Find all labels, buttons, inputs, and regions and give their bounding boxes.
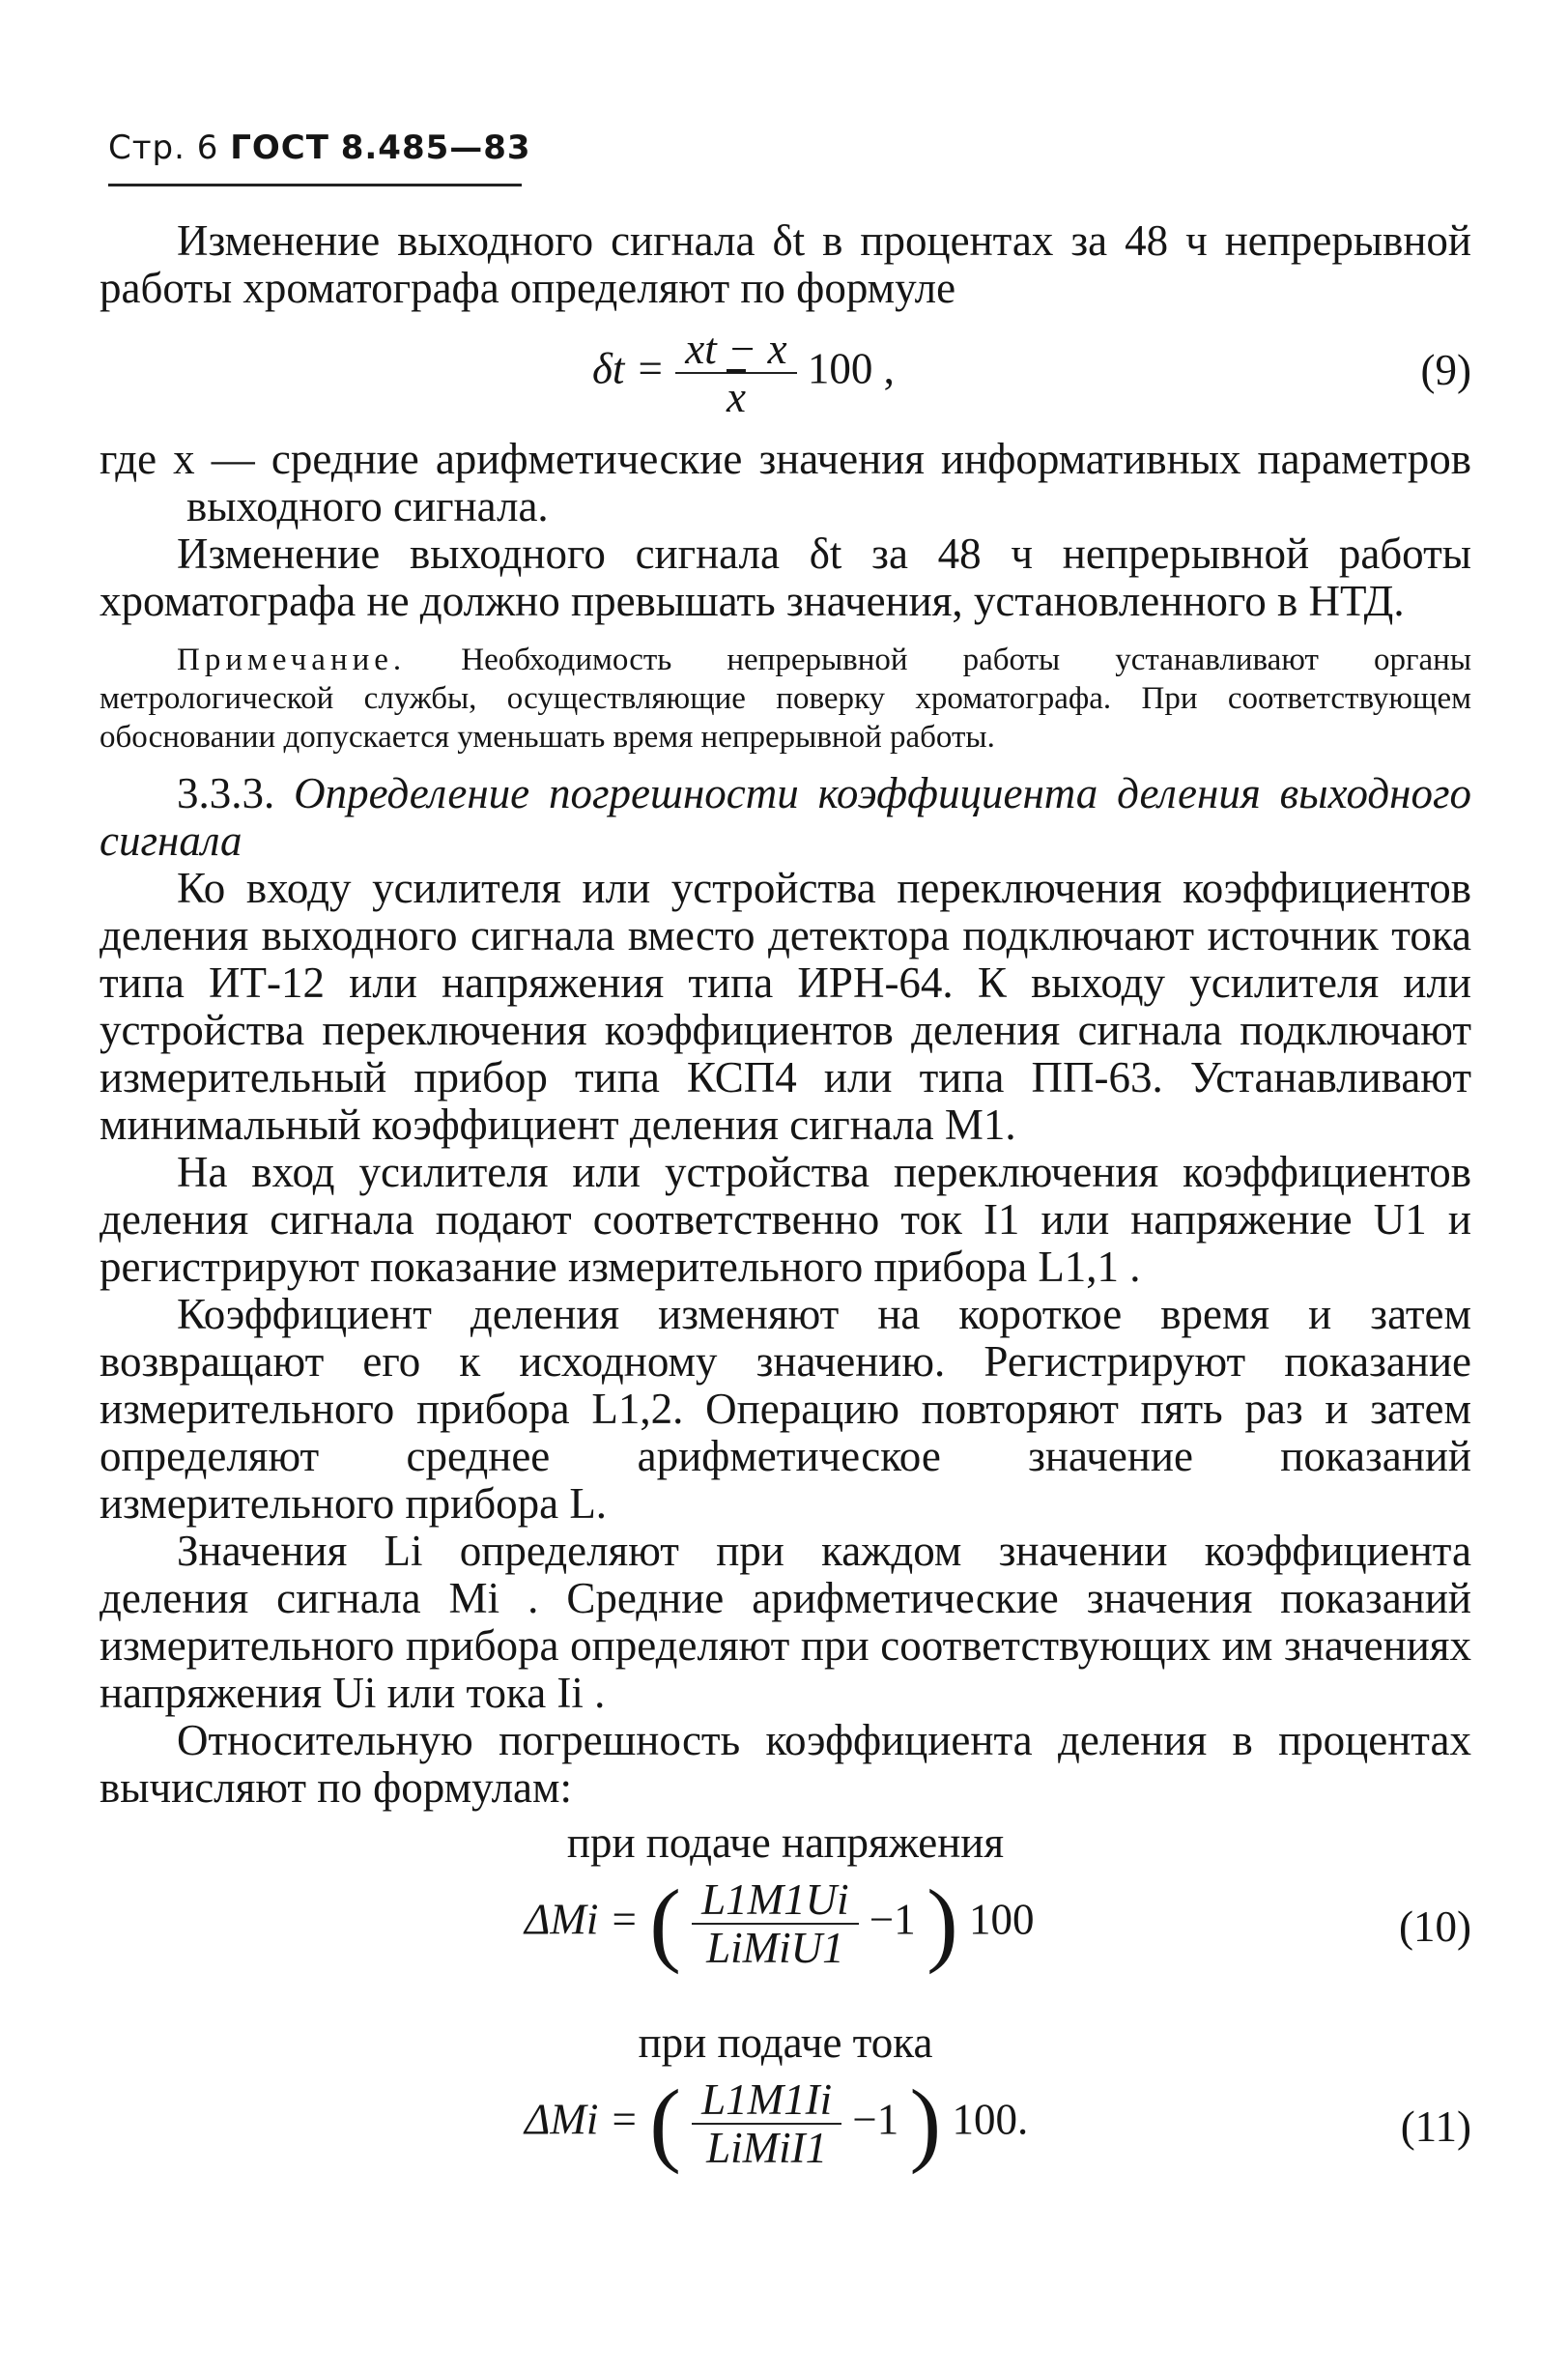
formula-9-number: (9)	[1420, 346, 1471, 394]
paragraph-repeat: Коэффициент деления изменяют на короткое время и затем возвращают его к исходному значению. Регистрируют показание измерительного прибора L1,2. Операцию повторяют пять раз и затем определяют среднее арифметическое значение показаний измерительного прибора L.	[100, 1290, 1471, 1528]
formula-11-minus: −1	[852, 2095, 899, 2144]
current-label: при подаче тока	[638, 2018, 933, 2067]
formula-10-number: (10)	[1399, 1902, 1471, 1951]
formula-9	[100, 326, 1471, 426]
formula-10-lhs: ΔMi =	[525, 1895, 640, 1944]
paragraph-delta-limit: Изменение выходного сигнала δt за 48 ч непрерывной работы хроматографа не должно превышать значения, установленного в НТД.	[100, 529, 1471, 625]
voltage-label: при подаче напряжения	[566, 1818, 1005, 1867]
formula-10-close-paren: )	[927, 1871, 958, 1976]
formula-10-numerator: L1M1Ui	[692, 1876, 859, 1925]
formula-9-fraction	[675, 326, 796, 420]
formula-10-denominator: LiMiU1	[706, 1924, 844, 1972]
formula-10-open-paren: (	[649, 1871, 681, 1976]
page-label: Стр. 6	[108, 129, 219, 167]
standard-label: ГОСТ	[230, 129, 329, 167]
formula-11-numerator: L1M1Ii	[692, 2076, 841, 2125]
note-text: Необходимость непрерывной работы устанавливают органы метрологической службы, осуществляющие поверку хроматографа. При соответствующем обосновании допускается уменьшать время непрерывной работы.	[100, 643, 1471, 755]
note-title: Примечание.	[177, 643, 407, 677]
standard-number: 8.485—83	[340, 129, 531, 167]
formula-11-lhs: ΔMi =	[525, 2095, 640, 2144]
formula-11	[100, 2067, 1471, 2212]
document-body	[100, 217, 1471, 2212]
formula-11-open-paren: (	[649, 2071, 681, 2176]
section-number: 3.3.3.	[177, 769, 275, 817]
formula-9-denominator: x	[726, 373, 746, 421]
formula-9-numerator: xt − x	[675, 326, 796, 374]
paragraph-where: где x — средние арифметические значения информативных параметров выходного сигнала.	[100, 435, 1471, 530]
section-title: Определение погрешности коэффициента деления выходного сигнала	[100, 769, 1472, 865]
paragraph-relative-error: Относительную погрешность коэффициента деления в процентах вычисляют по формулам:	[100, 1716, 1471, 1812]
page-header	[108, 129, 531, 167]
formula-11-number: (11)	[1400, 2102, 1471, 2151]
formula-10-fraction	[692, 1876, 859, 1971]
formula-11-denominator: LiMiI1	[706, 2124, 828, 2172]
section-heading	[100, 770, 1471, 865]
formula-10	[100, 1867, 1471, 2012]
paragraph-values: Значения Li определяют при каждом значении коэффициента деления сигнала Mi . Средние арифметические значения показаний измерительного прибора определяют при соответствующих им значениях напряжения Ui или тока Ii .	[100, 1527, 1471, 1717]
paragraph-delta-intro: Изменение выходного сигнала δt в процентах за 48 ч непрерывной работы хроматографа определяют по формуле	[100, 216, 1471, 312]
paragraph-input: На вход усилителя или устройства переключения коэффициентов деления сигнала подают соответственно ток I1 или напряжение U1 и регистрируют показание измерительного прибора L1,1 .	[100, 1148, 1471, 1291]
formula-11-fraction	[692, 2076, 841, 2171]
formula-11-close-paren: )	[909, 2071, 942, 2176]
formula-10-factor: 100	[968, 1895, 1035, 1944]
header-rule	[108, 184, 522, 186]
formula-9-factor: 100 ,	[807, 344, 895, 393]
formula-10-minus: −1	[869, 1895, 916, 1944]
formula-9-lhs: δt =	[592, 344, 666, 393]
formula-11-factor: 100.	[952, 2095, 1029, 2144]
note	[100, 641, 1471, 757]
paragraph-setup: Ко входу усилителя или устройства переключения коэффициентов деления выходного сигнала вместо детектора подключают источник тока типа ИТ-12 или напряжения типа ИРН-64. К выходу усилителя или устройства переключения коэффициентов деления сигнала подключают измерительный прибор типа КСП4 или типа ПП-63. Устанавливают минимальный коэффициент деления сигнала M1.	[100, 864, 1471, 1149]
